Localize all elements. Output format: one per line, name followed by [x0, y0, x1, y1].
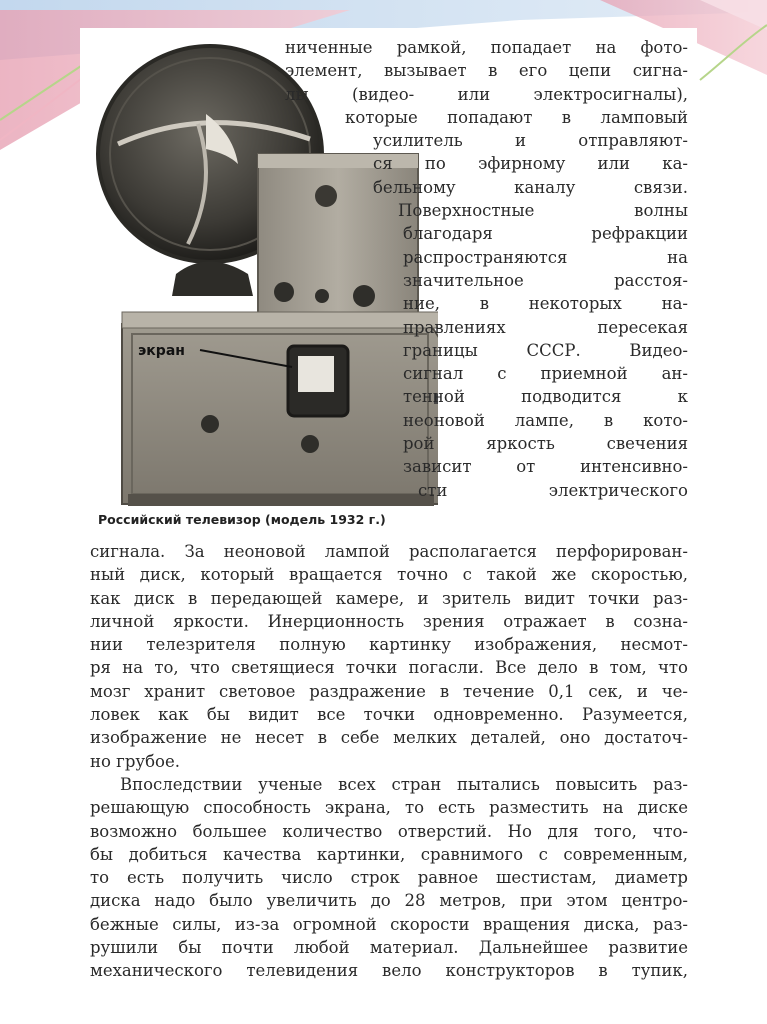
text-line: элемент, вызывает в его цепи сигна-: [285, 61, 688, 81]
text-line: нии телезрителя полную картинку изображения, несмот-: [90, 635, 688, 655]
text-line: Впоследствии ученые всех стран пытались повысить раз-: [120, 774, 688, 794]
text-line: рой яркость свечения: [403, 434, 688, 454]
text-line: как диск в передающей камере, и зритель видит точки раз-: [90, 588, 688, 608]
text-line: зависит от интенсивно-: [403, 457, 688, 477]
text-line: бельному каналу связи.: [373, 177, 688, 197]
text-line: сти электрического: [418, 480, 688, 500]
text-line: значительное расстоя-: [403, 270, 688, 290]
text-line: возможно большее количество отверстий. Но для того, что-: [90, 821, 688, 841]
wrap-text-column: [285, 36, 688, 502]
text-line: которые попадают в ламповый: [345, 107, 688, 127]
text-line: ловек как бы видит все точки одновременно. Разумеется,: [90, 705, 688, 725]
text-line: тенной подводится к: [403, 387, 688, 407]
text-line: границы СССР. Видео-: [403, 340, 688, 360]
text-line: решающую способность экрана, то есть разместить на диске: [90, 798, 688, 818]
text-line: усилитель и отправляют-: [373, 131, 688, 151]
book-page: [80, 28, 697, 1024]
text-line: Поверхностные волны: [398, 201, 688, 221]
text-line: бы добиться качества картинки, сравнимого с современным,: [90, 844, 688, 864]
text-line: распространяются на: [403, 247, 688, 267]
text-line: но грубое.: [90, 751, 180, 771]
text-line: бежные силы, из-за огромной скорости вращения диска, раз-: [90, 914, 688, 934]
text-line: то есть получить число строк равное шестистам, диаметр: [90, 868, 688, 888]
text-line: мозг хранит световое раздражение в течение 0,1 сек, и че-: [90, 681, 688, 701]
text-line: механического телевидения вело конструкторов в тупик,: [90, 961, 688, 981]
text-line: рушили бы почти любой материал. Дальнейшее развитие: [90, 938, 688, 958]
text-line: ный диск, который вращается точно с такой же скоростью,: [90, 565, 688, 585]
text-line: диска надо было увеличить до 28 метров, при этом центро-: [90, 891, 688, 911]
text-line: правлениях пересекая: [403, 317, 688, 337]
text-line: неоновой лампе, в кото-: [403, 410, 688, 430]
text-line: изображение не несет в себе мелких деталей, оно достаточ-: [90, 728, 688, 748]
text-line: сигнал с приемной ан-: [403, 364, 688, 384]
screen-callout-label: экран: [138, 343, 185, 359]
text-line: благодаря рефракции: [403, 224, 688, 244]
text-line: лы (видео- или электросигналы),: [285, 84, 688, 104]
text-line: ниченные рамкой, попадает на фото-: [285, 38, 688, 57]
body-text: [90, 540, 688, 983]
photo-caption: Российский телевизор (модель 1932 г.): [98, 512, 386, 527]
text-line: ся по эфирному или ка-: [373, 154, 688, 174]
text-line: личной яркости. Инерционность зрения отражает в созна-: [90, 611, 688, 631]
text-line: ря на то, что светящиеся точки погасли. Все дело в том, что: [90, 658, 688, 678]
text-line: сигнала. За неоновой лампой располагается перфорирован-: [90, 542, 688, 561]
text-line: ние, в некоторых на-: [403, 294, 688, 314]
